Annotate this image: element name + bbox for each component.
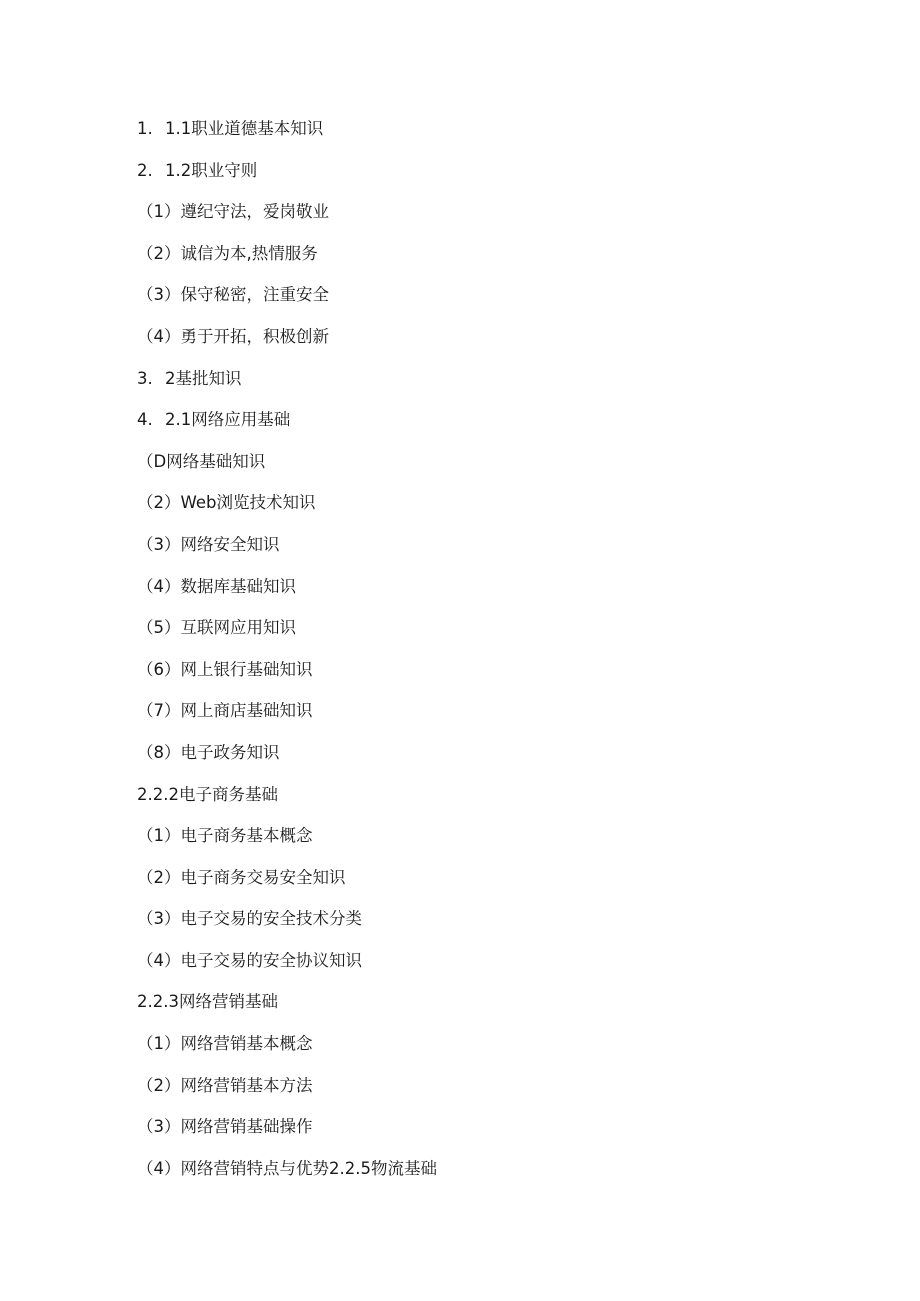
list-item (137, 405, 877, 447)
text-line (137, 1029, 877, 1071)
text-line (137, 1112, 877, 1154)
line-text: （6）网上银行基础知识 (137, 659, 313, 679)
text-line (137, 1154, 877, 1196)
text-line (137, 696, 877, 738)
text-line (137, 821, 877, 863)
document-body (137, 114, 877, 1195)
list-item (137, 114, 877, 156)
line-text: （8）电子政务知识 (137, 742, 280, 762)
text-line (137, 946, 877, 988)
list-number: 2. (137, 160, 153, 180)
text-line (137, 613, 877, 655)
section-heading (137, 780, 877, 822)
text-line (137, 863, 877, 905)
line-text: 1.1职业道德基本知识 (165, 119, 324, 138)
line-text: （4）网络营销特点与优势2.2.5物流基础 (137, 1158, 437, 1178)
line-text: （D网络基础知识 (137, 451, 266, 471)
text-line (137, 197, 877, 239)
line-text: （4）电子交易的安全协议知识 (137, 950, 362, 970)
text-line (137, 738, 877, 780)
line-text: （2）网络营销基本方法 (137, 1075, 313, 1095)
text-line (137, 322, 877, 364)
text-line (137, 904, 877, 946)
line-text: （1）网络营销基本概念 (137, 1034, 313, 1054)
line-text: （7）网上商店基础知识 (137, 701, 313, 721)
line-text: （4）勇于开拓，积极创新 (137, 326, 329, 346)
line-text: 2基批知识 (165, 368, 242, 388)
text-line (137, 239, 877, 281)
list-item (137, 364, 877, 406)
line-text: （1）电子商务基本概念 (137, 826, 313, 846)
line-text: （3）网络营销基础操作 (137, 1117, 313, 1137)
line-text: （3）网络安全知识 (137, 534, 280, 554)
text-line (137, 572, 877, 614)
list-number: 4. (137, 410, 153, 430)
line-text: 2.2.2电子商务基础 (137, 784, 278, 804)
text-line (137, 488, 877, 530)
line-text: （1）遵纪守法，爱岗敬业 (137, 202, 329, 222)
line-text: （2）电子商务交易安全知识 (137, 867, 346, 887)
text-line (137, 1071, 877, 1113)
list-number: 1. (137, 119, 153, 138)
line-text: （2）诚信为本,热情服务 (137, 243, 318, 263)
line-text: 2.2.3网络营销基础 (137, 992, 278, 1012)
text-line (137, 655, 877, 697)
line-text: （3）电子交易的安全技术分类 (137, 909, 362, 929)
list-item (137, 156, 877, 198)
line-text: （2）Web浏览技术知识 (137, 493, 316, 513)
line-text: 1.2职业守则 (165, 160, 258, 180)
text-line (137, 530, 877, 572)
text-line (137, 280, 877, 322)
line-text: 2.1网络应用基础 (165, 410, 291, 430)
list-number: 3. (137, 368, 153, 388)
text-line (137, 447, 877, 489)
line-text: （3）保守秘密，注重安全 (137, 285, 329, 305)
line-text: （4）数据库基础知识 (137, 576, 296, 596)
section-heading (137, 987, 877, 1029)
line-text: （5）互联网应用知识 (137, 618, 296, 638)
